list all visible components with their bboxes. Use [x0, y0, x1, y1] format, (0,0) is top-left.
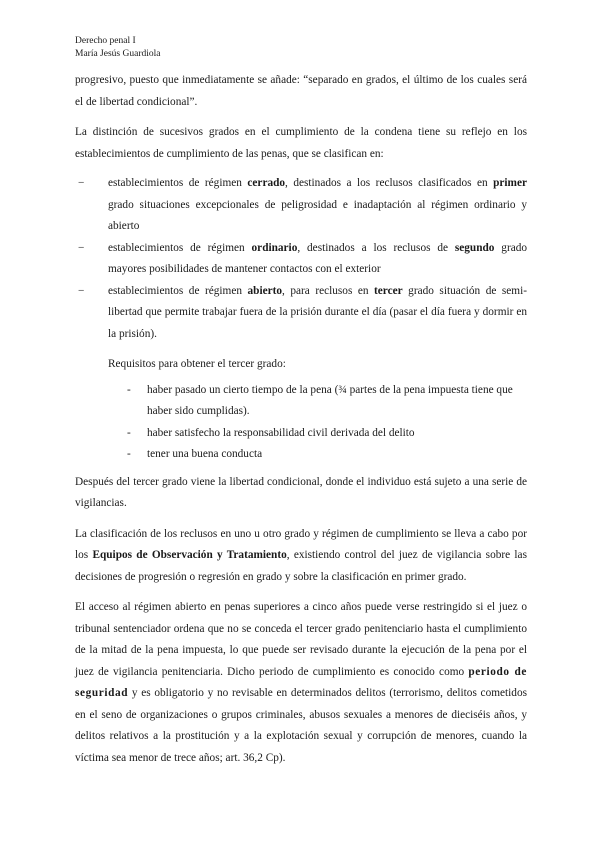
bold-term: segundo [454, 241, 495, 254]
intro-paragraph: progresivo, puesto que inmediatamente se añade: “separado en grados, el último de los cuales será el de libertad condicional”. [75, 74, 527, 108]
requirements-list [75, 380, 527, 466]
regime-item-ordinario: − establecimientos de régimen ordinario, destinados a los reclusos de segundo grado mayores posibilidades de mantener contactos con el exterior [75, 238, 527, 281]
access-paragraph: El acceso al régimen abierto en penas superiores a cinco años puede verse restringido si el juez o tribunal sentenciador ordena que no se conceda el tercer grado penitenciario hasta el cumplimiento de la mitad de la pena impuesta, lo que puede ser revisado durante la ejecución de la pena por el juez de vigilancia penitenciaria. Dicho periodo de cumplimiento es conocido como periodo de seguridad y es obligatorio y no revisable en determinados delitos (terrorismo, delitos cometidos en el seno de organizaciones o grupos criminales, abusos sexuales a menores de dieciséis años, y delitos relativos a la prostitución y a la explotación sexual y corrupción de menores, cuando la víctima sea menor de trece años; art. 36,2 Cp). [75, 601, 527, 764]
regime-item-cerrado: − establecimientos de régimen cerrado, destinados a los reclusos clasificados en primer grado situaciones excepcionales de peligrosidad e inadaptación al régimen ordinario y abierto [75, 173, 527, 238]
dash-bullet: − [78, 241, 85, 254]
bold-term: primer [493, 177, 527, 189]
page-header [75, 35, 160, 61]
requirements-title: Requisitos para obtener el tercer grado: [108, 358, 286, 370]
requirement-item: - haber satisfecho la responsabilidad civil derivada del delito [75, 423, 527, 445]
dash-bullet: - [127, 383, 131, 396]
distinction-paragraph: La distinción de sucesivos grados en el cumplimiento de la condena tiene su reflejo en los establecimientos de cumplimiento de las penas, que se clasifican en: [75, 126, 527, 160]
header-subject: Derecho penal I [75, 36, 136, 46]
classification-paragraph: La clasificación de los reclusos en uno u otro grado y régimen de cumplimiento se lleva a cabo por los Equipos de Observación y Tratamiento, existiendo control del juez de vigilancia sobre las decisiones de progresión o regresión en grado y sobre la clasificación en primer grado. [75, 527, 527, 583]
bold-term: tercer [374, 284, 403, 297]
header-author: María Jesús Guardiola [75, 49, 161, 59]
requirement-item: - tener una buena conducta [75, 444, 527, 466]
dash-bullet: − [78, 177, 85, 189]
requirement-item: - haber pasado un cierto tiempo de la pena (¾ partes de la pena impuesta tiene que haber sido cumplidas). [75, 380, 527, 423]
bold-term: Equipos de Observación y Tratamiento [92, 549, 287, 561]
dash-bullet: - [127, 426, 131, 439]
document-body [75, 70, 527, 769]
bold-term: ordinario [251, 241, 298, 254]
dash-bullet: - [127, 448, 131, 460]
regime-list [75, 173, 527, 345]
dash-bullet: − [78, 284, 85, 297]
bold-term: periodo de seguridad [75, 665, 527, 699]
bold-term: abierto [247, 284, 283, 297]
after-paragraph: Después del tercer grado viene la libertad condicional, donde el individuo está sujeto a una serie de vigilancias. [75, 475, 527, 509]
bold-term: cerrado [247, 177, 286, 189]
regime-item-abierto: − establecimientos de régimen abierto, para reclusos en tercer grado situación de semi-libertad que permite trabajar fuera de la prisión durante el día (pasar el día fuera y dormir en la prisión). [75, 281, 527, 346]
